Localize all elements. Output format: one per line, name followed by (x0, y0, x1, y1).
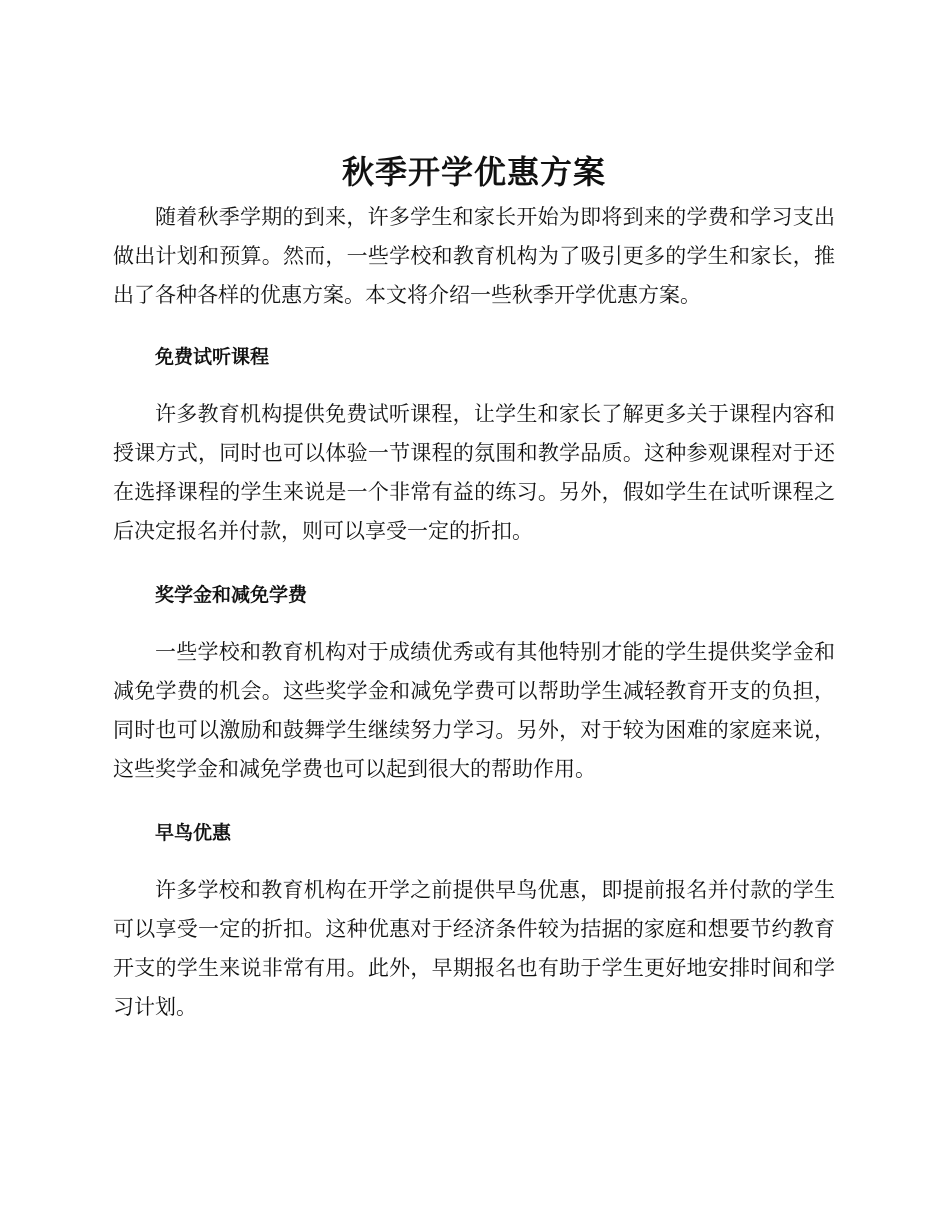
section-heading-scholarship: 奖学金和减免学费 (155, 584, 308, 606)
intro-paragraph: 随着秋季学期的到来，许多学生和家长开始为即将到来的学费和学习支出做出计划和预算。然而，一些学校和教育机构为了吸引更多的学生和家长，推出了各种各样的优惠方案。本文将介绍一些秋季开学优惠方案。 (113, 205, 835, 307)
section-body-early-bird: 许多学校和教育机构在开学之前提供早鸟优惠，即提前报名并付款的学生可以享受一定的折扣。这种优惠对于经济条件较为拮据的家庭和想要节约教育开支的学生来说非常有用。此外，早期报名也有助于学生更好地安排时间和学习计划。 (113, 878, 835, 1019)
document-page (113, 150, 835, 1027)
document-title: 秋季开学优惠方案 (341, 153, 606, 191)
section-body-free-trial: 许多教育机构提供免费试听课程，让学生和家长了解更多关于课程内容和授课方式，同时也可以体验一节课程的氛围和教学品质。这种参观课程对于还在选择课程的学生来说是一个非常有益的练习。另外，假如学生在试听课程之后决定报名并付款，则可以享受一定的折扣。 (113, 402, 835, 543)
section-heading-early-bird: 早鸟优惠 (155, 822, 232, 844)
section-body-scholarship: 一些学校和教育机构对于成绩优秀或有其他特别才能的学生提供奖学金和减免学费的机会。这些奖学金和减免学费可以帮助学生减轻教育开支的负担，同时也可以激励和鼓舞学生继续努力学习。另外，对于较为困难的家庭来说，这些奖学金和减免学费也可以起到很大的帮助作用。 (113, 640, 835, 781)
section-heading-free-trial: 免费试听课程 (155, 346, 270, 368)
